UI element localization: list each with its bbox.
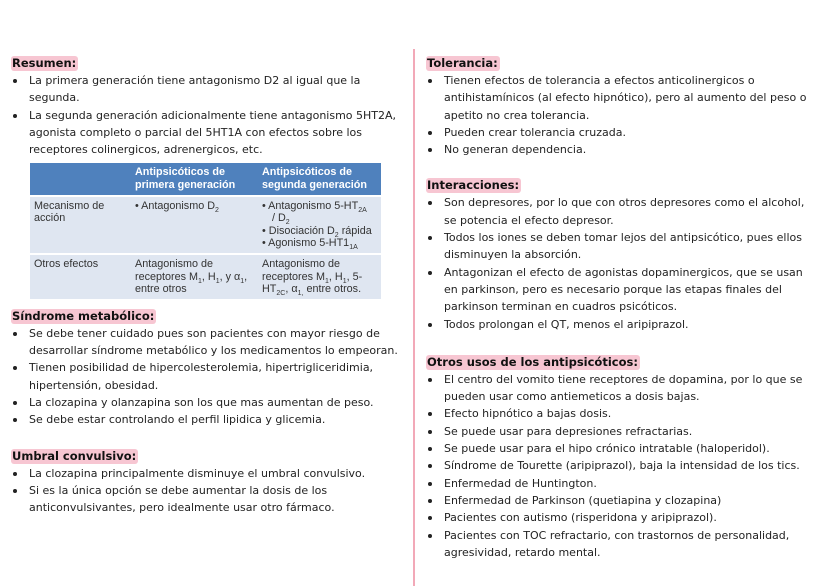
table-cell-first-gen-mecanismo: • Antagonismo $D_2$ — [131, 196, 258, 254]
list-item: La primera generación tiene antagonismo D2 al igual que la segunda. — [11, 72, 403, 107]
list-tolerancia — [426, 72, 818, 158]
list-item: No generan dependencia. — [426, 141, 818, 158]
list-item: La segunda generación adicionalmente tiene antagonismo 5HT2A, agonista completo o parcial del 5HT1A con efectos sobre los receptores colinergicos, adrenergicos, etc. — [11, 107, 403, 159]
section-tolerancia — [426, 52, 818, 158]
list-item: Son depresores, por lo que con otros depresores como el alcohol, se potencia el efecto depresor. — [426, 194, 818, 229]
table-cell-mecanismo: Mecanismo de acción — [30, 196, 131, 254]
section-umbral-convulsivo — [11, 445, 403, 517]
list-item: Tienen efectos de tolerancia a efectos anticolinergicos o antihistamínicos (al efecto hipnótico), pero al aumento del peso o apetito no crea tolerancia. — [426, 72, 818, 124]
list-item: Antagonizan el efecto de agonistas dopaminergicos, que se usan en parkinson, pero es necesario porque las etapas finales del parkinson terminan en cuadros psicóticos. — [426, 264, 818, 316]
list-umbral-convulsivo — [11, 465, 403, 517]
right-column — [426, 52, 818, 575]
list-item: Se puede usar para depresiones refractarias. — [426, 423, 818, 440]
heading-sindrome-metabolico: Síndrome metabólico: — [12, 308, 155, 323]
list-item: Se debe estar controlando el perfil lipidica y glicemia. — [11, 411, 403, 428]
heading-umbral-convulsivo: Umbral convulsivo: — [12, 448, 137, 463]
list-resumen — [11, 72, 403, 158]
table-header-second-gen: Antipsicóticos de segunda generación — [258, 163, 381, 195]
list-item: El centro del vomito tiene receptores de dopamina, por lo que se pueden usar como antiemeticos a dosis bajas. — [426, 371, 818, 406]
section-interacciones — [426, 174, 818, 332]
list-item: Efecto hipnótico a bajas dosis. — [426, 405, 818, 422]
table-cell-second-gen-otros: Antagonismo de receptores $M_1$, $H_1$, $5-HT_{2C}$, $\alpha_{1,}$ entre otros. — [258, 254, 381, 299]
table-header-row — [30, 163, 381, 195]
table-cell-first-gen-otros: Antagonismo de receptores $M_1$, $H_1$, y $\alpha_1$, entre otros — [131, 254, 258, 299]
list-item: La clozapina y olanzapina son los que mas aumentan de peso. — [11, 394, 403, 411]
section-sindrome-metabolico — [11, 305, 403, 429]
section-resumen — [11, 52, 403, 158]
column-divider — [413, 49, 415, 586]
heading-tolerancia: Tolerancia: — [427, 56, 498, 70]
table-row — [30, 254, 381, 299]
list-item: Enfermedad de Parkinson (quetiapina y clozapina) — [426, 492, 818, 509]
table-header-first-gen: Antipsicóticos de primera generación — [131, 163, 258, 195]
heading-otros-usos: Otros usos de los antipsicóticos: — [427, 354, 638, 369]
antipsychotic-table — [30, 163, 381, 298]
heading-resumen: Resumen: — [12, 56, 77, 70]
list-item: La clozapina principalmente disminuye el umbral convulsivo. — [11, 465, 403, 482]
list-item: Pacientes con TOC refractario, con trastornos de personalidad, agresividad, retardo mental. — [426, 527, 818, 562]
table-cell-second-gen-mecanismo: • Antagonismo $5-HT_{2A}$ / $D_2$ • Disociación $D_2$ rápida • Agonismo $5-HT1_{1A}$ — [258, 196, 381, 254]
table-row — [30, 196, 381, 254]
section-otros-usos — [426, 351, 818, 561]
list-item: Pacientes con autismo (risperidona y aripiprazol). — [426, 509, 818, 526]
list-item: Si es la única opción se debe aumentar la dosis de los anticonvulsivantes, pero idealmente usar otro fármaco. — [11, 482, 403, 517]
list-item: Se debe tener cuidado pues son pacientes con mayor riesgo de desarrollar síndrome metabólico y los medicamentos lo empeoran. — [11, 325, 403, 360]
list-item: Síndrome de Tourette (aripiprazol), baja la intensidad de los tics. — [426, 457, 818, 474]
list-item: Enfermedad de Huntington. — [426, 475, 818, 492]
left-column — [11, 52, 403, 531]
list-otros-usos — [426, 371, 818, 561]
list-item: Tienen posibilidad de hipercolesterolemia, hipertrigliceridimia, hipertensión, obesidad. — [11, 359, 403, 394]
list-item: Se puede usar para el hipo crónico intratable (haloperidol). — [426, 440, 818, 457]
list-item: Todos prolongan el QT, menos el aripiprazol. — [426, 316, 818, 333]
table-cell-otros-efectos: Otros efectos — [30, 254, 131, 299]
heading-interacciones: Interacciones: — [427, 178, 520, 193]
table-header-empty — [30, 163, 131, 195]
list-sindrome-metabolico — [11, 325, 403, 429]
list-interacciones — [426, 194, 818, 332]
list-item: Todos los iones se deben tomar lejos del antipsicótico, pues ellos disminuyen la absorción. — [426, 229, 818, 264]
list-item: Pueden crear tolerancia cruzada. — [426, 124, 818, 141]
